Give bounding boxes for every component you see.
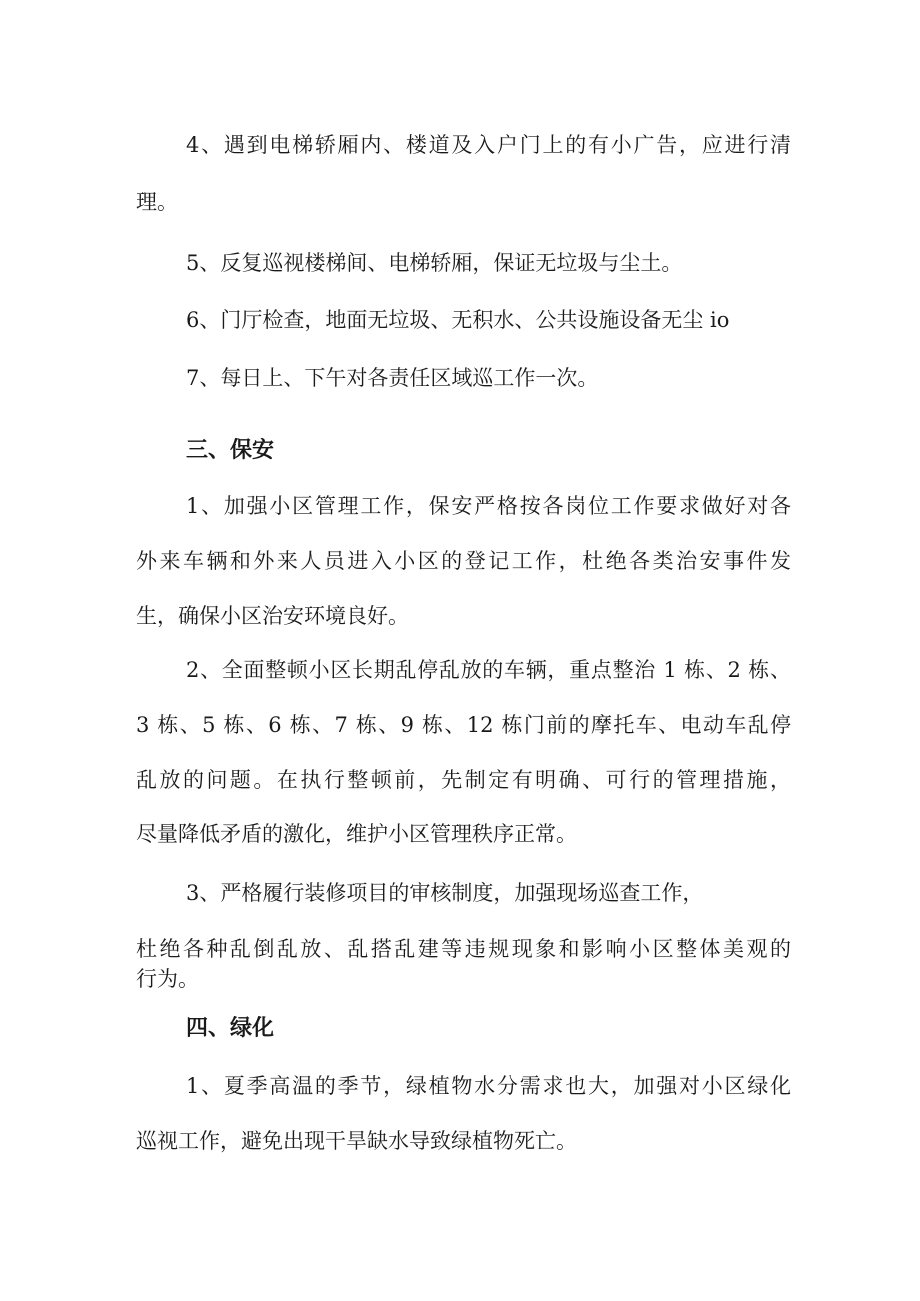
- item-5: 5、反复巡视楼梯间、电梯轿厢，保证无垃圾与尘土。: [186, 251, 683, 275]
- greening-item-1-line-1: 1、夏季高温的季节，绿植物水分需求也大，加强对小区绿化: [186, 1074, 791, 1098]
- item-6: 6、门厅检查，地面无垃圾、无积水、公共设施设备无尘 io: [186, 308, 730, 332]
- greening-item-1-line-2: 巡视工作，避免出现干旱缺水导致绿植物死亡。: [136, 1129, 577, 1153]
- security-item-1-line-3: 生，确保小区治安环境良好。: [136, 604, 409, 628]
- security-item-2-line-3: 乱放的问题。在执行整顿前，先制定有明确、可行的管理措施，: [136, 768, 791, 792]
- security-item-3-line-3: 行为。: [136, 967, 199, 991]
- security-item-2-line-4: 尽量降低矛盾的激化，维护小区管理秩序正常。: [136, 822, 577, 846]
- security-item-2-line-2: 3 栋、5 栋、6 栋、7 栋、9 栋、12 栋门前的摩托车、电动车乱停: [136, 713, 791, 737]
- security-item-3-line-2: 杜绝各种乱倒乱放、乱搭乱建等违规现象和影响小区整体美观的: [136, 937, 791, 961]
- security-item-1-line-2: 外来车辆和外来人员进入小区的登记工作，杜绝各类治安事件发: [136, 549, 791, 573]
- item-7: 7、每日上、下午对各责任区域巡工作一次。: [186, 366, 599, 390]
- section-heading-greening: 四、绿化: [186, 1016, 275, 1041]
- item-4-line-1: 4、遇到电梯轿厢内、楼道及入户门上的有小广告，应进行清: [186, 133, 791, 157]
- security-item-1-line-1: 1、加强小区管理工作，保安严格按各岗位工作要求做好对各: [186, 494, 791, 518]
- security-item-2-line-1: 2、全面整顿小区长期乱停乱放的车辆，重点整治 1 栋、2 栋、: [186, 658, 791, 682]
- security-item-3-line-1: 3、严格履行装修项目的审核制度，加强现场巡查工作，: [186, 881, 704, 905]
- section-heading-security: 三、保安: [186, 438, 275, 463]
- item-4-line-2: 理。: [136, 190, 178, 214]
